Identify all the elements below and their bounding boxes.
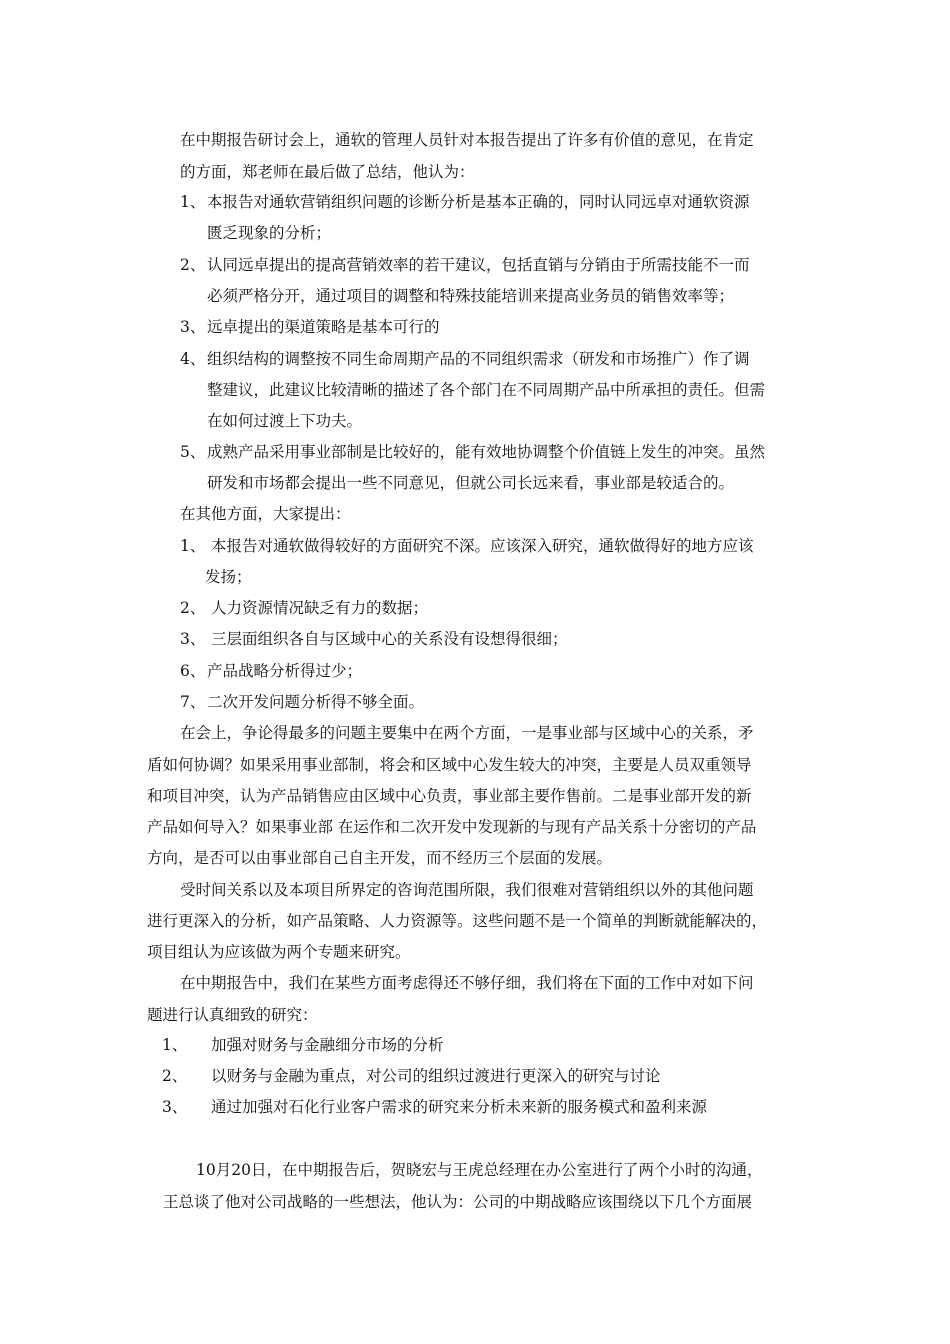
list-item-text: 研发和市场都会提出一些不同意见，但就公司长远来看，事业部是较适合的。 — [207, 474, 735, 492]
list-item-number: 7、 — [180, 693, 206, 711]
list-item-text: 加强对财务与金融细分市场的分析 — [211, 1036, 444, 1054]
list-item-number: 3、 — [180, 318, 206, 336]
list-item-number: 2、 — [180, 599, 206, 617]
paragraph-line: 方向，是否可以由事业部自己自主开发，而不经历三个层面的发展。 — [147, 849, 613, 867]
list-item-number: 1、 — [180, 537, 206, 555]
list-item-number: 2、 — [162, 1067, 188, 1085]
list-item-text: 二次开发问题分析得不够全面。 — [207, 693, 425, 711]
intro-line: 在中期报告研讨会上，通软的管理人员针对本报告提出了许多有价值的意见，在肯定 — [180, 131, 754, 149]
paragraph-line: 在会上，争论得最多的问题主要集中在两个方面，一是事业部与区域中心的关系，矛 — [180, 724, 754, 742]
list-item-text: 以财务与金融为重点，对公司的组织过渡进行更深入的研究与讨论 — [211, 1067, 661, 1085]
list-item-text: 发扬； — [205, 568, 252, 586]
list-item-text: 本报告对通软做得较好的方面研究不深。应该深入研究，通软做得好的地方应该 — [211, 537, 754, 555]
paragraph-line: 王总谈了他对公司战略的一些想法，他认为：公司的中期战略应该围绕以下几个方面展 — [163, 1193, 753, 1211]
list-item-text: 匮乏现象的分析； — [207, 224, 332, 242]
list-item-text: 成熟产品采用事业部制是比较好的，能有效地协调整个价值链上发生的冲突。虽然 — [207, 443, 766, 461]
paragraph-line: 10月20日，在中期报告后，贺晓宏与王虎总经理在办公室进行了两个小时的沟通， — [196, 1161, 763, 1179]
list-item-text: 本报告对通软营销组织问题的诊断分析是基本正确的，同时认同远卓对通软资源 — [207, 193, 750, 211]
list-item-number: 6、 — [180, 662, 206, 680]
paragraph-line: 受时间关系以及本项目所界定的咨询范围所限，我们很难对营销组织以外的其他问题 — [180, 881, 754, 899]
list-item-number: 1、 — [180, 193, 206, 211]
list-item-text: 整建议，此建议比较清晰的描述了各个部门在不同周期产品中所承担的责任。但需 — [207, 381, 766, 399]
list-item-text: 认同远卓提出的提高营销效率的若干建议，包括直销与分销由于所需技能不一而 — [207, 256, 750, 274]
paragraph-line: 和项目冲突，认为产品销售应由区域中心负责，事业部主要作售前。二是事业部开发的新 — [147, 787, 752, 805]
paragraph-line: 盾如何协调？如果采用事业部制，将会和区域中心发生较大的冲突，主要是人员双重领导 — [147, 756, 752, 774]
intro-line: 的方面，郑老师在最后做了总结，他认为： — [180, 163, 475, 181]
list-item-text: 必须严格分开，通过项目的调整和特殊技能培训来提高业务员的销售效率等； — [207, 287, 735, 305]
list-item-text: 人力资源情况缺乏有力的数据； — [211, 599, 429, 617]
list-item-number: 2、 — [180, 256, 206, 274]
paragraph-line: 产品如何导入？如果事业部 在运作和二次开发中发现新的与现有产品关系十分密切的产品 — [147, 818, 757, 836]
list-item-text: 产品战略分析得过少； — [207, 662, 363, 680]
list-item-text: 组织结构的调整按不同生命周期产品的不同组织需求（研发和市场推广）作了调 — [207, 350, 750, 368]
list-item-text: 通过加强对石化行业客户需求的研究来分析未来新的服务模式和盈利来源 — [211, 1098, 708, 1116]
list-item-text: 在如何过渡上下功夫。 — [207, 412, 363, 430]
paragraph-line: 项目组认为应该做为两个专题来研究。 — [147, 943, 411, 961]
paragraph-line: 在中期报告中，我们在某些方面考虑得还不够仔细，我们将在下面的工作中对如下问 — [180, 974, 754, 992]
paragraph-line: 进行更深入的分析，如产品策略、人力资源等。这些问题不是一个简单的判断就能解决的， — [147, 912, 768, 930]
list-item-number: 3、 — [180, 630, 206, 648]
list-item-number: 5、 — [180, 443, 206, 461]
list-item-text: 远卓提出的渠道策略是基本可行的 — [207, 318, 440, 336]
list-item-text: 三层面组织各自与区域中心的关系没有设想得很细； — [211, 630, 568, 648]
list-item-number: 1、 — [162, 1036, 188, 1054]
list-item-number: 4、 — [180, 350, 206, 368]
list-item-number: 3、 — [162, 1098, 188, 1116]
others-intro: 在其他方面，大家提出： — [180, 505, 351, 523]
paragraph-line: 题进行认真细致的研究： — [147, 1006, 318, 1024]
